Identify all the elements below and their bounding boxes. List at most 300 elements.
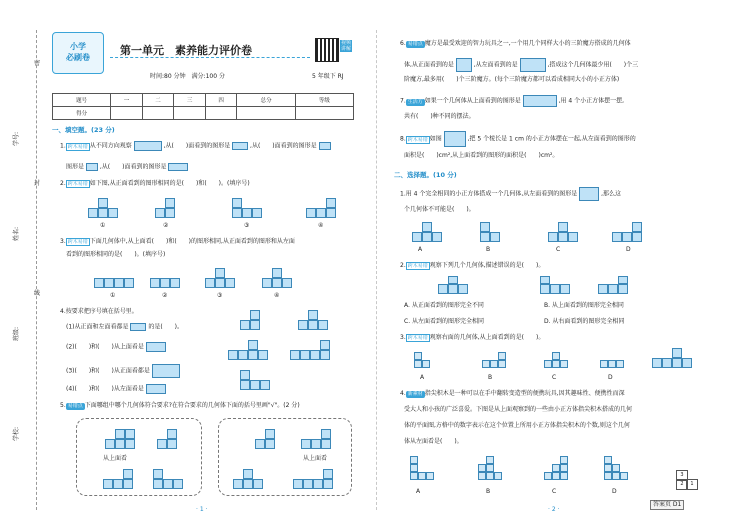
cube-block — [165, 208, 175, 218]
q3-figure-3 — [205, 266, 235, 290]
cube-block — [422, 222, 432, 232]
cube-block — [422, 360, 430, 368]
q4-item3: (3)( )和( )从正面看都是 — [66, 364, 180, 378]
cube-block — [308, 310, 318, 320]
cube-block — [478, 464, 486, 472]
binding-margin — [6, 30, 42, 510]
s2-q4-shape-a — [410, 456, 434, 484]
score-header: 总分 — [237, 94, 295, 107]
cube-block — [232, 198, 242, 208]
cube-block — [123, 479, 133, 489]
q3-label: ④ — [274, 292, 280, 299]
cube-block — [326, 198, 336, 208]
cube-block — [672, 358, 682, 368]
q6-shape-left — [520, 58, 546, 72]
cube-block — [552, 360, 560, 368]
cube-block — [418, 472, 426, 480]
option-label: D — [612, 488, 617, 495]
cube-block — [232, 208, 242, 218]
s2-q2-line: 2. 跨木易错 观察下列几个几何体,描述错误的是( )。 — [400, 262, 545, 269]
cube-block — [157, 439, 167, 449]
s2-q4-line4: 体从左面看是( )。 — [404, 438, 463, 445]
cube-block — [612, 472, 620, 480]
s2-q4-line2: 受大人和小孩的广泛喜爱。下图是从上面观察到的一些由小正方体指尖积木搭成的几何 — [404, 406, 633, 413]
cube-block — [301, 439, 311, 449]
cube-block — [248, 340, 258, 350]
q3-figure-2 — [150, 270, 180, 290]
q1-shape4 — [168, 163, 188, 171]
score-table — [52, 93, 354, 120]
student-id-label: 学号: — [13, 131, 21, 147]
q3-tag: 跨木易错 — [67, 239, 88, 245]
q2-label: ④ — [318, 222, 324, 229]
s2-q1-opt-d — [612, 222, 642, 244]
q3-figure-1 — [94, 270, 134, 290]
option-label: B — [488, 374, 493, 381]
option-label: B — [486, 246, 491, 253]
cube-block — [568, 232, 578, 242]
q2-label: ② — [163, 222, 169, 229]
cube-block — [114, 278, 124, 288]
cube-block — [306, 208, 316, 218]
q4-figure-3 — [228, 338, 270, 362]
q4-item1: (1)从正面和左面看都是 的是( )。 — [66, 323, 184, 331]
cube-block — [311, 439, 321, 449]
score-header: 二 — [142, 94, 174, 107]
cube-block — [448, 284, 458, 294]
s2-q3-line: 3. 跨木易错 观察右面的几何体,从上面看到的是( )。 — [400, 334, 545, 341]
cube-block — [323, 469, 333, 479]
cube-block — [414, 360, 422, 368]
cube-block — [293, 479, 303, 489]
q1-figure — [134, 141, 162, 151]
cube-block — [250, 380, 260, 390]
q4-figure-5 — [240, 368, 280, 392]
cube-block — [243, 479, 253, 489]
cube-block — [173, 479, 183, 489]
badge — [52, 32, 104, 74]
cube-block — [170, 278, 180, 288]
score-cell[interactable] — [142, 107, 174, 120]
cube-block — [432, 232, 442, 242]
q2-tag: 跨木易错 — [67, 181, 88, 187]
s2-q1-line2: 个几何体不可能是( )。 — [404, 206, 475, 213]
cube-block — [600, 360, 608, 368]
q7-tag: 生活方 — [407, 98, 423, 105]
option-label: C — [552, 488, 557, 495]
q8-line1: 8. 跨木易错 如图 ,把 5 个棱长是 1 cm 的小正方体摆在一起,从左面看到的图形的 — [400, 131, 636, 147]
q1-blank-shape — [232, 142, 248, 150]
seal-mark: 密 — [34, 60, 41, 67]
cube-block — [98, 198, 108, 208]
score-cell[interactable] — [174, 107, 206, 120]
q7-line2: 共有( )种不同的摆法。 — [404, 113, 475, 120]
s2-q3-shape-a — [414, 352, 436, 370]
q1-shape3 — [86, 163, 98, 171]
cube-block — [98, 208, 108, 218]
q2-line: 2. 跨木易错 如下图,从正面看到的图形相同的是( )和( )。(填序号) — [60, 180, 250, 187]
cube-block — [243, 469, 253, 479]
score-row-label: 得分 — [53, 107, 111, 120]
s2-q4-shape-b — [478, 456, 502, 484]
cube-block — [486, 464, 494, 472]
q3-line1: 3. 跨木易错 下面几何体中,从上面看( )和( )的图形相同,从正面看到的图形和从左面 — [60, 238, 295, 245]
s2-q3-shape-c — [544, 352, 568, 370]
cube-block — [652, 358, 662, 368]
cube-block — [215, 268, 225, 278]
cube-block — [498, 360, 506, 368]
cube-block — [115, 429, 125, 439]
cube-block — [550, 284, 560, 294]
cube-block — [150, 278, 160, 288]
q5-box-right — [218, 418, 352, 496]
s2-q2-figure-2 — [540, 276, 570, 296]
cube-block — [414, 352, 422, 360]
cube-block — [308, 320, 318, 330]
cube-block — [548, 232, 558, 242]
score-header: 题号 — [53, 94, 111, 107]
cube-block — [480, 222, 490, 232]
cube-block — [560, 456, 568, 464]
q4-item2: (2)( )和( )从上面看是 — [66, 342, 166, 352]
answer-page-tag[interactable]: 答案页 D1 — [650, 500, 684, 510]
cube-block — [233, 479, 243, 489]
score-cell[interactable] — [111, 107, 143, 120]
option-label: C — [552, 374, 557, 381]
cube-block — [490, 232, 500, 242]
cube-block — [494, 472, 502, 480]
cube-block — [252, 208, 262, 218]
cube-block — [540, 276, 550, 284]
cube-block — [552, 352, 560, 360]
score-header: 三 — [174, 94, 206, 107]
s2-q1-shape — [579, 187, 599, 201]
s2-q1-line1: 1.用 4 个完全相同的小正方体搭成一个几何体,从左面看到的图形是 ,那么这 — [400, 187, 621, 201]
q2-figure-4 — [306, 196, 338, 220]
cube-block — [612, 232, 622, 242]
q1-blank-shape2 — [319, 142, 331, 150]
score-header: 等级 — [295, 94, 353, 107]
cube-block — [313, 479, 323, 489]
cube-block — [124, 278, 134, 288]
q6-line2: 体,从正面看到的是 ,从左面看到的是 ,搭成这个几何体最少用( )个三 — [404, 58, 638, 72]
option-label: B — [486, 488, 491, 495]
cube-block — [115, 439, 125, 449]
q1-line2: 图形是 ,从( )面看到的图形是 — [66, 163, 188, 172]
q4-shape — [146, 384, 166, 394]
cube-block — [167, 429, 177, 439]
q3-figure-4 — [262, 266, 292, 290]
cube-block — [303, 479, 313, 489]
cube-block — [160, 278, 170, 288]
cube-block — [604, 456, 612, 464]
grade-label: 5 年级下 RJ — [312, 73, 344, 80]
cube-block — [108, 208, 118, 218]
cube-block — [560, 360, 568, 368]
q2-label: ① — [100, 222, 106, 229]
cube-block — [486, 472, 494, 480]
cube-block — [167, 439, 177, 449]
cube-block — [88, 208, 98, 218]
section2-title: 二、选择题。(10 分) — [394, 171, 457, 179]
cube-block — [318, 320, 328, 330]
cube-block — [321, 439, 331, 449]
score-cell[interactable] — [237, 107, 295, 120]
cube-block — [265, 429, 275, 439]
cube-block — [282, 278, 292, 288]
cube-block — [253, 479, 263, 489]
s2-q4-line1: 4. 新素材 指尖积木是一种可以在手中翻转变造型的便携玩具,因其趣味性、便携性而深 — [400, 390, 625, 397]
cube-block — [632, 222, 642, 232]
s2-q3-tag: 跨木易错 — [407, 335, 428, 341]
cube-block — [265, 439, 275, 449]
cube-block — [228, 350, 238, 360]
q4-figure-2 — [298, 306, 330, 332]
q4-shape — [146, 342, 166, 352]
cube-block — [604, 472, 612, 480]
grid-cell: 1 — [686, 479, 698, 490]
q5-left-caption: 从上面看 — [103, 455, 128, 462]
cube-block — [608, 284, 618, 294]
q4-title: 4.按要求把序号填在括号里。 — [60, 308, 138, 315]
s2-q4-shape-c — [544, 456, 568, 484]
cube-block — [560, 284, 570, 294]
cube-block — [552, 464, 560, 472]
s2-q2-opt-b: B. 从上面看到的图形完全相同 — [544, 302, 624, 309]
cube-block — [632, 232, 642, 242]
cube-block — [255, 439, 265, 449]
cube-block — [320, 340, 330, 350]
q1-tag: 跨木易错 — [67, 143, 88, 150]
q5-tag: 易错点 — [67, 403, 83, 409]
q5-right-caption: 从上面看 — [303, 455, 328, 462]
cube-block — [103, 479, 113, 489]
cube-block — [540, 284, 550, 294]
cube-block — [558, 222, 568, 232]
cube-block — [438, 284, 448, 294]
cube-block — [123, 469, 133, 479]
q1-line1: 1. 跨木易错 从不同方向观察 ,从( )面看到的图形是 ,从( )面看到的图形是 — [60, 141, 331, 151]
s2-q2-opt-d: D. 从右面看到的图形完全相同 — [544, 318, 625, 325]
page-number-1: · 1 · — [196, 506, 208, 513]
cube-block — [618, 284, 628, 294]
cube-block — [604, 464, 612, 472]
cube-block — [215, 278, 225, 288]
cube-block — [620, 472, 628, 480]
cube-block — [412, 232, 422, 242]
cube-block — [113, 479, 123, 489]
page-number-2: · 2 · — [548, 506, 560, 513]
s2-q2-opt-c: C. 从左面看到的图形完全相同 — [404, 318, 485, 325]
exam-info: 时间:80 分钟 满分:100 分 — [150, 73, 225, 80]
s2-q2-figure-3 — [598, 276, 628, 296]
q4-figure-4 — [290, 338, 332, 362]
cube-block — [622, 232, 632, 242]
cube-block — [272, 278, 282, 288]
q2-label: ③ — [244, 222, 250, 229]
cube-block — [410, 472, 418, 480]
option-label: A — [416, 488, 421, 495]
cube-block — [205, 278, 215, 288]
number-grid — [676, 470, 696, 490]
s2-q4-line3: 体的平面图,方格中的数字表示在这个位置上所用小正方体指尖积木的个数,则这个几何 — [404, 422, 630, 429]
cube-block — [272, 268, 282, 278]
s2-q3-shape-d — [600, 352, 624, 370]
grid-cell: 2 — [676, 479, 688, 490]
cube-block — [153, 479, 163, 489]
cube-block — [326, 208, 336, 218]
cube-block — [498, 352, 506, 360]
q2-figure-1 — [88, 196, 120, 220]
cube-block — [552, 472, 560, 480]
s2-q2-tag: 跨木易错 — [407, 263, 428, 269]
cube-block — [410, 456, 418, 464]
cube-block — [94, 278, 104, 288]
cube-block — [250, 310, 260, 320]
q7-line1: 7. 生活方 如果一个几何体从上面看到的图形是 ,用 4 个小正方体摆一摆, — [400, 95, 624, 107]
q8-line2: 面积是( )cm²,从上面看到的图形的面积是( )cm²。 — [404, 152, 559, 159]
q6-tag: 易错点 — [407, 41, 423, 47]
cube-block — [560, 472, 568, 480]
cube-block — [248, 350, 258, 360]
cube-block — [316, 208, 326, 218]
cube-block — [238, 350, 248, 360]
q4-figure-1 — [240, 308, 270, 332]
qr-label: 视频讲解 — [340, 40, 351, 52]
cube-block — [486, 456, 494, 464]
grid-cell: 3 — [676, 470, 688, 481]
cube-block — [298, 320, 308, 330]
q2-figure-2 — [155, 196, 179, 220]
cube-block — [616, 360, 624, 368]
q3-line2: 看到的图形相同的是( )。(填序号) — [66, 251, 166, 258]
badge-line2: 必刷卷 — [66, 53, 90, 62]
cube-block — [682, 358, 692, 368]
option-label: D — [608, 374, 613, 381]
cube-block — [225, 278, 235, 288]
s2-q3-shape-b — [482, 352, 506, 370]
s2-q1-opt-a — [412, 222, 442, 244]
cube-block — [558, 232, 568, 242]
cube-block — [153, 469, 163, 479]
qr-code[interactable] — [315, 38, 339, 62]
s2-q3-figure — [652, 340, 692, 370]
option-label: A — [420, 374, 425, 381]
s2-q1-opt-c — [548, 218, 578, 244]
cube-block — [448, 276, 458, 284]
cube-block — [480, 232, 490, 242]
score-cell[interactable] — [205, 107, 237, 120]
cube-block — [242, 208, 252, 218]
cube-block — [478, 472, 486, 480]
cube-block — [544, 360, 552, 368]
seal-mark-2: 封 — [34, 180, 41, 187]
q4-item4: (4)( )和( )从左面看是 — [66, 384, 166, 394]
cube-block — [165, 198, 175, 208]
cube-block — [458, 284, 468, 294]
q3-label: ① — [110, 292, 116, 299]
option-label: C — [556, 246, 561, 253]
cube-block — [618, 276, 628, 284]
q5-line: 5. 易错点 下面哪组中哪个几何体符合要求?在符合要求的几何体下面的括号里画"√"。(2 分) — [60, 402, 300, 409]
cube-block — [560, 464, 568, 472]
option-label: D — [626, 246, 631, 253]
q6-line3: 阶魔方,最多用( )个三阶魔方。(每个三阶魔方都可以看成相同大小的小正方体) — [404, 76, 620, 83]
name-label: 姓名: — [13, 226, 21, 242]
cube-block — [310, 350, 320, 360]
cube-block — [125, 439, 135, 449]
cube-block — [426, 472, 434, 480]
page-divider — [376, 30, 377, 510]
q8-figure — [444, 131, 466, 147]
badge-line1: 小学 — [70, 42, 86, 51]
cube-block — [612, 464, 620, 472]
page-title: 第一单元 素养能力评价卷 — [120, 44, 252, 57]
cube-block — [422, 232, 432, 242]
cube-block — [258, 350, 268, 360]
q4-shape — [152, 364, 180, 378]
q6-line1: 6. 易错点 魔方是最受欢迎的智力玩具之一,一个用几个同样大小的三阶魔方搭成的几何体 — [400, 40, 631, 47]
q8-tag: 跨木易错 — [407, 136, 428, 143]
school-label: 学校: — [13, 426, 21, 442]
class-label: 班级: — [13, 326, 21, 342]
cube-block — [125, 429, 135, 439]
q6-shape-front — [456, 58, 472, 72]
cube-block — [300, 350, 310, 360]
cube-block — [598, 284, 608, 294]
option-label: A — [418, 246, 423, 253]
cube-block — [608, 360, 616, 368]
s2-q4-shape-d — [604, 456, 628, 484]
q3-label: ② — [162, 292, 168, 299]
title-underline — [110, 57, 310, 58]
score-header: 一 — [111, 94, 143, 107]
cube-block — [262, 278, 272, 288]
s2-q1-opt-b — [480, 222, 500, 244]
q2-figure-3 — [232, 198, 264, 220]
cube-block — [240, 380, 250, 390]
cube-block — [662, 358, 672, 368]
seal-mark-3: 线 — [34, 290, 41, 297]
q4-shape — [130, 323, 146, 331]
cube-block — [410, 464, 418, 472]
cube-block — [321, 429, 331, 439]
cube-block — [250, 320, 260, 330]
cube-block — [163, 479, 173, 489]
cube-block — [105, 439, 115, 449]
q5-box-left — [76, 418, 202, 496]
s2-q4-tag: 新素材 — [407, 391, 423, 397]
cube-block — [482, 360, 490, 368]
cube-block — [323, 479, 333, 489]
cube-block — [155, 208, 165, 218]
score-header: 四 — [205, 94, 237, 107]
binding-line — [36, 30, 37, 510]
cube-block — [240, 370, 250, 380]
cube-block — [320, 350, 330, 360]
score-cell[interactable] — [295, 107, 353, 120]
section1-title: 一、填空题。(23 分) — [52, 126, 115, 134]
cube-block — [240, 320, 250, 330]
cube-block — [490, 360, 498, 368]
q7-shape — [523, 95, 557, 107]
cube-block — [672, 348, 682, 358]
cube-block — [544, 472, 552, 480]
s2-q2-opt-a: A. 从正面看到的图形完全不同 — [404, 302, 484, 309]
s2-q2-figure-1 — [438, 276, 468, 296]
cube-block — [260, 380, 270, 390]
cube-block — [104, 278, 114, 288]
